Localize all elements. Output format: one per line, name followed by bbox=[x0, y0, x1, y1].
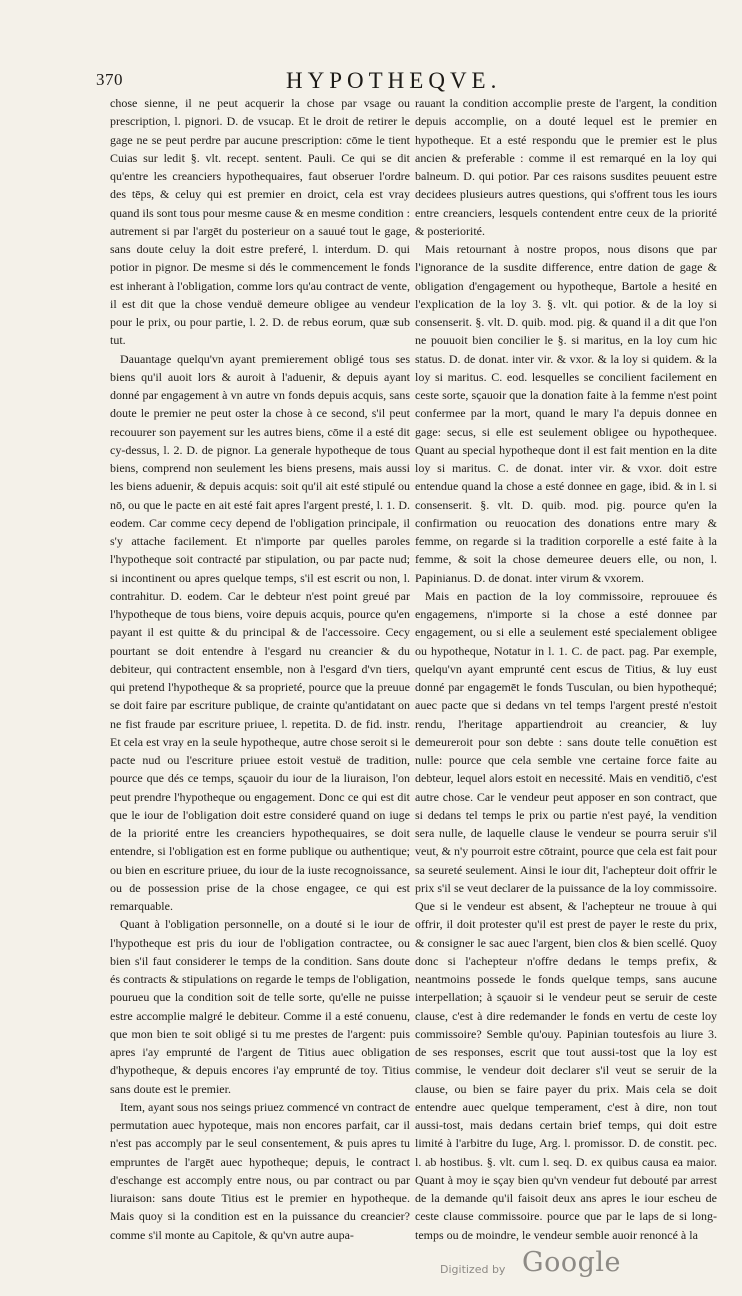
running-head: HYPOTHEQVE. bbox=[286, 68, 502, 93]
paragraph: Item, ayant sous nos seings priuez commencé vn contract de permutation auec hypoteque, mais non encores parfait, car il n'est pas accomply par le seul consentement, & puis apres tu empruntes de l'argēt auec hypotheque; depuis, le contract d'eschange est accomply entre nous, ou par contract ou par liuraison: sans doute Titius est le premier en hypotheque. Mais quoy si la condition est en la puissance du creancier? comme s'il monte au Capitole, & qu'vn autre aupa- bbox=[110, 1099, 410, 1242]
paragraph: Quant à l'obligation personnelle, on a douté si le iour de l'hypotheque est pris du iour de l'obligation contractee, ou bien s'il faut considerer le temps de la condition. Sans doute és contracts & stipulations on regarde le temps de l'obligation, pourueu que la condition soit de telle sorte, qu'elle ne puisse estre accomplie malgré le debiteur. Comme il a esté conuenu, que mon bien te soit obligé si tu me prestes de l'argent: puis apres i'ay emprunté de l'argent de Titius auec obligation d'hypotheque, & depuis encores i'ay emprunté de toy. Titius sans doute est le premier. bbox=[110, 917, 410, 1096]
paragraph: Mais en paction de la loy commissoire, reprouuee és engagemens, n'importe si la chose a esté donnee par engagement, ou si elle a seulement esté specialement obligee ou hypotheque, Notatur in l. 1. C. de pact. pag. Par exemple, quelqu'vn ayant emprunté cent escus de Titius, & luy eust donné par engagemēt le fonds Tusculan, ou bien hypothequé; auec pacte que si dedans vn tel temps l'argent presté n'estoit rendu, l'heritage appartiendroit au creancier, & luy demeureroit pour son debte : sans doute telle conuētion est nulle: pource que cela semble vne certaine force faite au debteur, lequel alors estoit en necessité. Mais en venditiō, c'est autre chose. Car le vendeur peut apposer en son contract, que si dedans tel temps le prix ou partie n'est payé, la vendition sera nulle, de laquelle clause le vendeur se pourra seruir s'il veut, & n'y pourroit estre cōtraint, pource que cela est fait pour sa seureté seulement. Ainsi le iour dit, l'achepteur doit offrir le prix s'il se veut declarer de la puissance de la loy commissoire. Que si le vendeur est absent, & l'achepteur ne trouue à qui offrir, il doit protester qu'il est prest de payer le reste du prix, & consigner le sac auec l'argent, bien clos & bien scellé. Quoy donc si l'achepteur n'offre dedans le temps prefix, & neantmoins possede le fonds quelque temps, sans aucune interpellation; à sçauoir si le vendeur peut se seruir de ceste clause, c'est à dire redemander le fonds en vertu de ceste loy commissoire? Semble qu'ouy. Papinian toutesfois au liure 3. de ses responses, escrit que tout aussi-tost que la loy est commise, le vendeur doit declarer s'il veut se seruir de la clause, ou bien se faire payer du prix. Mais cela se doit entendre auec quelque temperament, c'est à dire, non tout aussi-tost, mais dedans certain brief temps, qui doit estre limité à l'arbitre du Iuge, Arg. l. promissor. D. de constit. pec. l. ab hostibus. §. vlt. cum l. seq. D. ex quibus causa ea maior. Quant à moy ie sçay bien qu'vn vendeur fut debouté par arrest de la demande qu'il faisoit deux ans apres le iour escheu de ceste clause commissoire. pource que par le laps de si long-temps ou de moindre, le vendeur semble auoir renoncé à la bbox=[415, 588, 717, 1242]
right-column bbox=[415, 94, 717, 1242]
paragraph: rauant la condition accomplie preste de l'argent, la condition depuis accomplie, on a douté lequel est le premier en hypotheque. Et a esté respondu que le premier est le plus ancien & preferable : comme il est remarqué en la loy qui balneum. D. qui potior. Par ces raisons susdites peuuent estre decidees plusieurs autres questions, qui s'offrent tous les iours entre creanciers, lesquels contendent entre ceux de la priorité & posteriorité. bbox=[415, 96, 717, 238]
paragraph: Dauantage quelqu'vn ayant premierement obligé tous ses biens qu'il auoit lors & auroit à l'aduenir, & depuis ayant donné par engagement à vn autre vn fonds depuis acquis, sans doute le premier ne peut oster la chose à ce second, s'il peut recouurer son payement sur les autres biens, cōme il a esté dit cy-dessus, l. 2. D. de pignor. La generale hypotheque de tous biens, comprend non seulement les biens presens, mais aussi les biens aduenir, & depuis acquis: soit qu'il ait esté stipulé ou nō, ou que le pacte en ait esté fait apres l'argent presté, l. 1. D. eodem. Car comme cecy depend de l'obligation principale, il s'y attache facilement. Et n'importe par quelles paroles l'hypotheque soit contracté par stipulation, ou par pacte nud; si incontinent ou apres quelque temps, s'il est escrit ou non, l. contrahitur. D. eodem. Car le debteur n'est point greué par l'hypotheque de tous biens, voire depuis acquis, pource qu'en payant il est quitte & du principal & de l'accessoire. Cecy pourtant se doit entendre à l'esgard nu creancier & du debiteur, qui contractent ensemble, non à l'esgard d'vn tiers, qui pretend l'hypotheque & sa proprieté, pource que la preuue se doit faire par escriture publique, de crainte qu'antidatant on ne fist fraude par escriture priuee, l. repetita. D. de fid. instr. Et cela est vray en la seule hypotheque, autre chose seroit si le pacte nud ou l'escriture priuee estoit vestuë de tradition, pource que dés ce temps, sçauoir du iour de la liuraison, l'on peut prendre l'hypotheque ou engagement. Donc ce qui est dit que le iour de l'obligation doit estre consideré quand on iuge de la priorité entre les creanciers hypothequaires, se doit entendre, si l'obligation est en forme publique ou authentique; ou bien en escriture priuee, du iour de la iuste recognoissance, ou de possession prise de la chose engagee, ce qui est remarquable. bbox=[110, 351, 410, 913]
page-number: 370 bbox=[96, 70, 123, 89]
left-column bbox=[110, 94, 410, 1242]
google-logo: Google bbox=[522, 1247, 621, 1278]
paragraph: chose sienne, il ne peut acquerir la chose par vsage ou prescription, l. pignori. D. de vsucap. Et le droit de retirer le gage ne se peut perdre par aucune prescription: cōme le tient Cuias sur ledit §. vlt. recept. sentent. Pauli. Ce qui se dit qu'entre les creanciers hypothequaires, faut obseruer l'ordre des tēps, & celuy qui est premier en droict, cela est vray quand ils sont tous pour mesme cause & en mesme condition : autrement si par l'argēt du posterieur on a sauué tout le gage, sans doute celuy la doit estre preferé, l. interdum. D. qui potior in pignor. De mesme si dés le commencement le fonds est inherant à l'obligation, comme lors qu'au contract de vente, il est dit que la chose venduë demeure obligee au vendeur pour le prix, ou pour partie, l. 2. D. de rebus eorum, quæ sub tut. bbox=[110, 96, 410, 348]
paragraph: Mais retournant à nostre propos, nous disons que par l'ignorance de la susdite difference, entre dation de gage & obligation d'engagement ou hypotheque, Bartole a hesité en l'explication de la loy 3. §. vlt. qui potior. & de la loy si consenserit. §. vlt. D. quib. mod. pig. & quand il a dit que l'on ne pouuoit bien concilier le §. si maritus, en la loy cum hic status. D. de donat. inter vir. & vxor. & la loy si quidem. & la loy si maritus. C. eod. lesquelles se concilient facilement en ceste sorte, sçauoir que la donation faite à la femme n'est point confermee par la mort, quand le mary l'a depuis donnee en gage: secus, si elle est seulement obligee ou hypothequee. Quant au special hypotheque dont il est fait mention en la dite loy si maritus. C. de donat. inter vir. & vxor. doit estre entendue quand la chose a esté donnee en gage, ibid. & in l. si consenserit. §. vlt. D. quib. mod. pig. pource qu'en la confirmation ou reuocation des donations entre mary & femme, on regarde si la tradition corporelle a esté faite à la femme, & soit la chose demeuree deuers elle, ou non, l. Papinianus. D. de donat. inter virum & vxorem. bbox=[415, 242, 717, 585]
digitized-by-text: Digitized by bbox=[440, 1263, 506, 1276]
digitization-watermark bbox=[440, 1247, 640, 1287]
